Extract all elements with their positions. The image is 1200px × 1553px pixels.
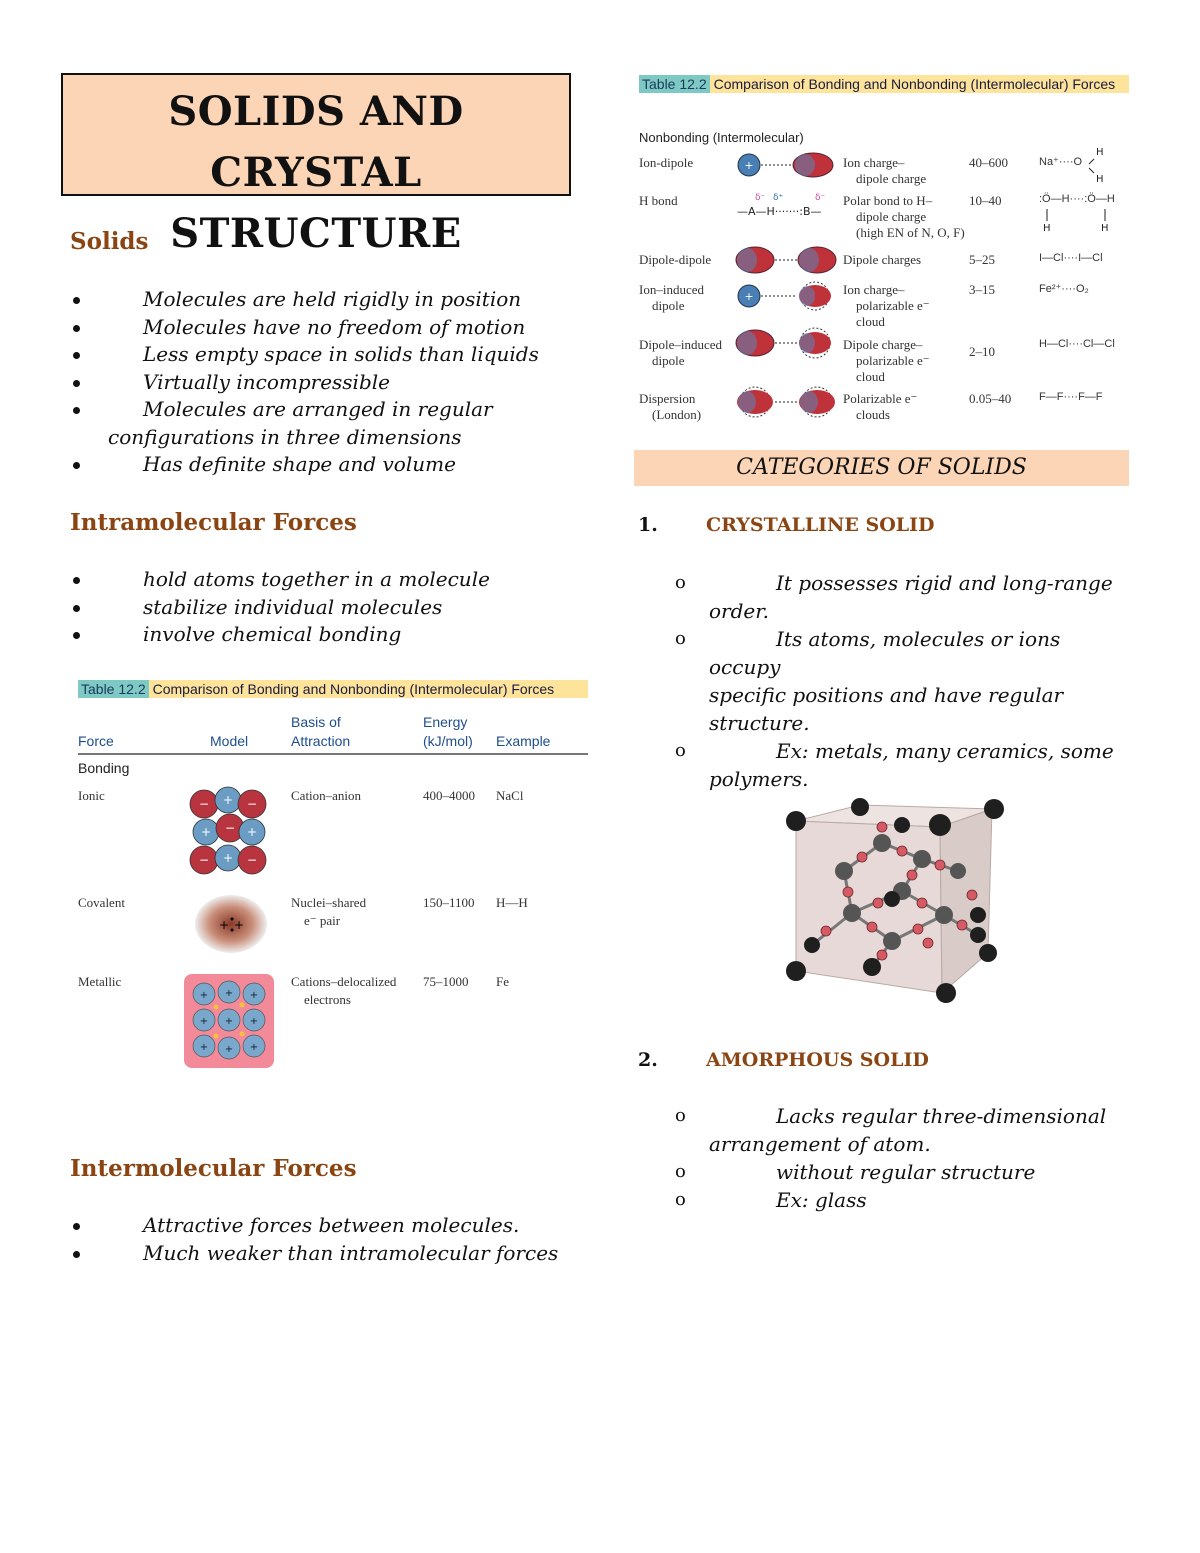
row-example: :Ö—H····:Ö—H <box>1039 193 1115 205</box>
list-item: Molecules have no freedom of motion <box>73 314 573 342</box>
row-basis: Dipole charges <box>843 252 922 267</box>
page-title-line1: SOLIDS AND CRYSTAL <box>168 88 464 196</box>
circle-bullet-icon: o <box>675 628 686 649</box>
svg-text:+: + <box>224 988 234 999</box>
metallic-lattice-icon <box>184 974 274 1068</box>
intramolecular-list <box>73 566 573 649</box>
svg-text:H: H <box>1096 174 1104 185</box>
row-force: Covalent <box>78 895 125 910</box>
list-item: o Its atoms, molecules or ions occupy specific positions and have regular structure. <box>675 627 1064 735</box>
row-basis-cont: (high EN of N, O, F) <box>856 225 965 240</box>
svg-text:+: + <box>233 918 245 932</box>
svg-text:δ⁺: δ⁺ <box>773 193 784 203</box>
svg-text:+: + <box>199 990 209 1001</box>
bullet-icon <box>73 632 80 639</box>
table-tag: Table 12.2 <box>639 75 710 93</box>
intramolecular-heading: Intramolecular Forces <box>70 509 357 536</box>
col-header-energy: Energy <box>423 714 468 730</box>
table-title <box>78 680 588 698</box>
list-item: stabilize individual molecules <box>73 594 573 622</box>
svg-text:+: + <box>249 1016 259 1027</box>
row-basis-cont: dipole charge <box>856 171 927 186</box>
list-item: involve chemical bonding <box>73 621 573 649</box>
row-force: Dipole–induced <box>639 337 723 352</box>
list-item: Much weaker than intramolecular forces <box>73 1240 573 1268</box>
row-basis: Dipole charge– <box>843 337 923 352</box>
row-example: H—H <box>496 895 528 910</box>
row-energy: 40–600 <box>969 155 1008 170</box>
list-item: Molecules are arranged in regular configurations in three dimensions <box>73 396 573 451</box>
row-basis-cont: dipole charge <box>856 209 927 224</box>
svg-text:—A—H·······:B—: —A—H·······:B— <box>737 205 822 218</box>
row-basis: Nuclei–shared <box>291 895 367 910</box>
col-header-basis: Basis of <box>291 714 341 730</box>
row-example: H—Cl····Cl—Cl <box>1039 338 1115 350</box>
row-force-cont: dipole <box>652 298 685 313</box>
bullet-icon <box>73 577 80 584</box>
svg-text:−: − <box>246 853 258 867</box>
svg-text:+: + <box>222 793 234 807</box>
list-item: o without regular structure <box>675 1160 1036 1184</box>
row-basis: Polarizable e⁻ <box>843 391 918 406</box>
page-title-line2: STRUCTURE <box>170 210 462 257</box>
col-header-force: Force <box>78 733 114 749</box>
amorphous-heading: AMORPHOUS SOLID <box>706 1049 929 1071</box>
categories-heading: CATEGORIES OF SOLIDS <box>634 450 1129 486</box>
row-basis: Ion charge– <box>843 155 905 170</box>
row-energy: 10–40 <box>969 193 1002 208</box>
svg-text:+: + <box>249 1042 259 1053</box>
intermolecular-list <box>73 1212 573 1267</box>
svg-text:+: + <box>199 1042 209 1053</box>
row-example: Na⁺····O <box>1039 156 1083 168</box>
row-basis-cont: polarizable e⁻ <box>856 298 930 313</box>
row-force: Metallic <box>78 974 122 989</box>
solids-heading: Solids <box>70 228 149 255</box>
list-item: o Lacks regular three-dimensional arrangement of atom. <box>675 1104 1107 1156</box>
row-example: I—Cl····I—Cl <box>1039 252 1103 264</box>
crystalline-list <box>675 569 1135 793</box>
table-tag: Table 12.2 <box>78 680 149 698</box>
row-basis-cont: electrons <box>304 992 351 1007</box>
row-basis: Cations–delocalized <box>291 974 397 989</box>
intermolecular-heading: Intermolecular Forces <box>70 1155 357 1182</box>
row-example: NaCl <box>496 788 524 803</box>
row-energy: 400–4000 <box>423 788 475 803</box>
list-item: Virtually incompressible <box>73 369 573 397</box>
water-molecule-icon <box>1044 145 1114 185</box>
col-header-attraction: Attraction <box>291 733 351 749</box>
list-item: Attractive forces between molecules. <box>73 1212 573 1240</box>
amorphous-list <box>675 1102 1135 1214</box>
hbond-structure-icon <box>1041 207 1121 233</box>
row-force: Dispersion <box>639 391 696 406</box>
row-force: Ion-dipole <box>639 155 694 170</box>
row-example: F—F····F—F <box>1039 391 1103 403</box>
list-item: hold atoms together in a molecule <box>73 566 573 594</box>
ion-induced-dipole-model-icon <box>735 281 839 311</box>
svg-text:+: + <box>246 825 258 839</box>
row-force: Ion–induced <box>639 282 704 297</box>
row-force: H bond <box>639 193 678 208</box>
circle-bullet-icon: o <box>675 1105 686 1126</box>
circle-bullet-icon: o <box>675 1161 686 1182</box>
row-energy: 0.05–40 <box>969 391 1012 406</box>
row-force: Dipole-dipole <box>639 252 712 267</box>
list-item: Molecules are held rigidly in position <box>73 286 573 314</box>
bullet-icon <box>73 462 80 469</box>
circle-bullet-icon: o <box>675 572 686 593</box>
row-basis: Cation–anion <box>291 788 362 803</box>
svg-text:+: + <box>200 825 212 839</box>
crystal-structure-image <box>782 795 1018 1015</box>
svg-text:+: + <box>224 1044 234 1055</box>
row-basis: Polar bond to H– <box>843 193 933 208</box>
bullet-icon <box>73 1223 80 1230</box>
row-energy: 5–25 <box>969 252 995 267</box>
row-force: Ionic <box>78 788 105 803</box>
svg-text:+: + <box>199 1016 209 1027</box>
svg-text:+: + <box>222 851 234 865</box>
row-basis: Ion charge– <box>843 282 905 297</box>
list-item: o Ex: glass <box>675 1188 867 1212</box>
dipole-dipole-model-icon <box>735 245 839 275</box>
row-example: Fe <box>496 974 509 989</box>
row-basis-cont: polarizable e⁻ <box>856 353 930 368</box>
amorphous-number: 2. <box>638 1049 658 1071</box>
svg-text:+: + <box>249 990 259 1001</box>
table-caption: Comparison of Bonding and Nonbonding (Intermolecular) Forces <box>149 680 588 698</box>
list-item: o Ex: metals, many ceramics, some polymers. <box>675 739 1114 791</box>
col-header-model: Model <box>210 733 249 749</box>
circle-bullet-icon: o <box>675 1189 686 1210</box>
col-header-energy-unit: (kJ/mol) <box>423 733 473 749</box>
table-rule <box>78 753 588 755</box>
crystalline-heading: CRYSTALLINE SOLID <box>706 514 935 536</box>
list-item: Less empty space in solids than liquids <box>73 341 573 369</box>
bullet-icon <box>73 380 80 387</box>
table-title <box>639 75 1129 93</box>
col-header-example: Example <box>496 733 551 749</box>
row-example: Fe²⁺····O₂ <box>1039 283 1089 295</box>
table-caption: Comparison of Bonding and Nonbonding (Intermolecular) Forces <box>710 75 1129 93</box>
bonding-table <box>78 680 588 1075</box>
row-basis-cont: cloud <box>856 314 885 329</box>
bullet-icon <box>73 325 80 332</box>
svg-text:+: + <box>218 918 230 932</box>
svg-text:+: + <box>224 1016 234 1027</box>
dispersion-model-icon <box>735 386 839 418</box>
ion-dipole-model-icon <box>735 151 839 179</box>
title-box <box>61 73 571 257</box>
row-force-cont: dipole <box>652 353 685 368</box>
list-item: Has definite shape and volume <box>73 451 573 479</box>
svg-text:δ⁻: δ⁻ <box>755 193 766 203</box>
svg-text:+: + <box>744 290 754 303</box>
row-energy: 2–10 <box>969 344 995 359</box>
bullet-icon <box>73 605 80 612</box>
table-section: Nonbonding (Intermolecular) <box>639 130 804 145</box>
nonbonding-table <box>639 75 1129 430</box>
row-basis-cont: cloud <box>856 369 885 384</box>
bullet-icon <box>73 352 80 359</box>
row-energy: 3–15 <box>969 282 995 297</box>
row-energy: 150–1100 <box>423 895 475 910</box>
row-force-cont: (London) <box>652 407 702 422</box>
bullet-icon <box>73 297 80 304</box>
svg-text:−: − <box>198 797 210 811</box>
row-basis-cont: clouds <box>856 407 890 422</box>
row-basis-cont: e⁻ pair <box>304 913 341 928</box>
svg-text:+: + <box>744 159 754 172</box>
svg-text:−: − <box>198 853 210 867</box>
hydrogen-bond-model-icon <box>735 191 845 221</box>
svg-text:−: − <box>246 797 258 811</box>
bullet-icon <box>73 1251 80 1258</box>
svg-text:−: − <box>224 821 236 835</box>
crystalline-number: 1. <box>638 514 658 536</box>
list-item: o It possesses rigid and long-range order. <box>675 571 1113 623</box>
circle-bullet-icon: o <box>675 740 686 761</box>
table-section: Bonding <box>78 760 130 776</box>
covalent-bond-icon <box>193 893 269 955</box>
svg-text:H: H <box>1096 147 1104 158</box>
dipole-induced-dipole-model-icon <box>735 327 839 359</box>
svg-text:H: H <box>1101 223 1109 233</box>
svg-text:δ⁻: δ⁻ <box>815 193 826 203</box>
svg-text:H: H <box>1043 223 1051 233</box>
bullet-icon <box>73 407 80 414</box>
row-energy: 75–1000 <box>423 974 469 989</box>
ionic-lattice-icon <box>186 786 272 878</box>
solids-list <box>73 286 573 479</box>
